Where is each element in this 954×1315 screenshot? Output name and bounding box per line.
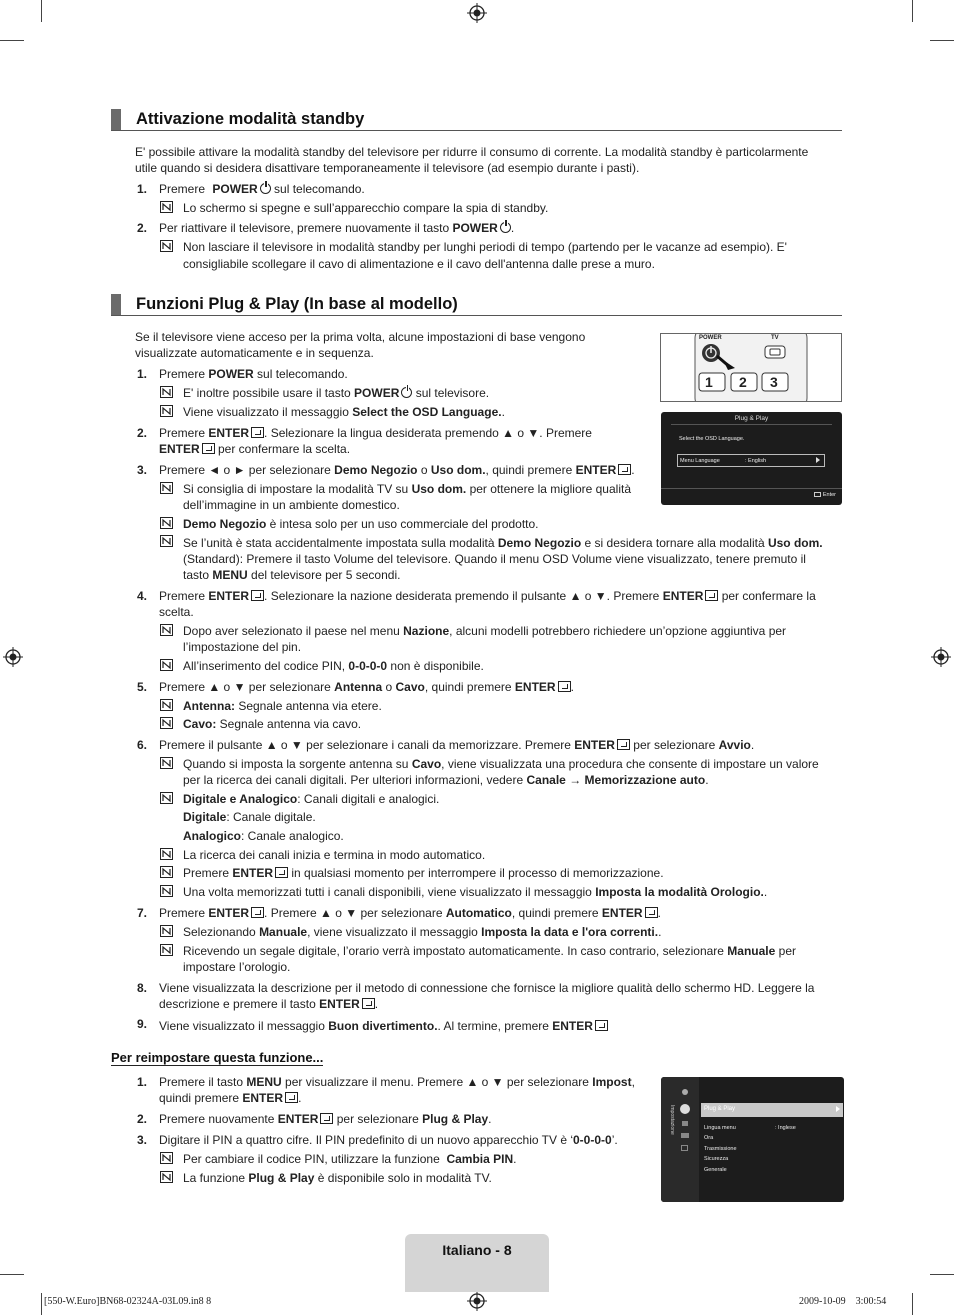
step-text: Premere POWER sul telecomando. <box>159 367 348 381</box>
remote-key-1: 1 <box>705 374 713 390</box>
power-icon <box>500 222 511 233</box>
osd-prompt: Select the OSD Language. <box>679 436 745 442</box>
note-icon <box>160 717 173 729</box>
enter-icon <box>285 1092 298 1103</box>
note-icon <box>160 201 173 213</box>
step-number: 2. <box>137 426 148 440</box>
step-text: Premere ENTER . Selezionare la nazione desiderata premendo il pulsante ▲ o ▼. Premere ENTER per confermare la <box>159 589 816 603</box>
osd-menu-item[interactable]: Ora <box>704 1135 714 1141</box>
note-text-cont: Digitale: Canale digitale. <box>183 810 316 824</box>
step-text-cont: ENTER per confermare la scelta. <box>159 442 351 456</box>
step-number: 9. <box>137 1017 148 1031</box>
power-keyword: POWER <box>212 182 258 196</box>
step-text: Premere ▲ o ▼ per selezionare Antenna o Cavo, quindi premere ENTER . <box>159 680 574 694</box>
note-icon <box>160 944 173 956</box>
step-text: Per riattivare il televisore, premere nuovamente il tasto POWER . <box>159 221 515 235</box>
osd-menu-item[interactable]: Trasmissione <box>704 1146 737 1152</box>
osd-row-value: : English <box>745 458 767 464</box>
step-text: Premere il pulsante ▲ o ▼ per selezionare i canali da memorizzare. Premere ENTER per selezionare Avvio. <box>159 738 755 752</box>
osd-divider <box>671 424 832 425</box>
note-text: Premere ENTER in qualsiasi momento per interrompere il processo di memorizzazione. <box>183 866 664 880</box>
enter-icon <box>705 590 718 601</box>
note-icon <box>160 659 173 671</box>
step-text-cont: quindi premere ENTER . <box>159 1091 302 1105</box>
support-icon <box>681 1145 688 1151</box>
note-icon <box>160 885 173 897</box>
step-text: Premere ENTER . Premere ▲ o ▼ per selezionare Automatico, quindi premere ENTER . <box>159 906 661 920</box>
page-number-tab <box>405 1234 549 1292</box>
osd-menu-value: : Inglese <box>775 1125 796 1131</box>
page-number: Italiano - 8 <box>442 1242 512 1258</box>
note-icon <box>160 405 173 417</box>
reset-subheading: Per reimpostare questa funzione... <box>111 1050 324 1065</box>
note-text-cont: impostare l’orologio. <box>183 960 291 974</box>
osd-plug-play-screen <box>661 412 842 505</box>
step-number: 1. <box>137 182 148 196</box>
note-text-cont: l’impostazione del pin. <box>183 640 302 654</box>
crop-mark <box>0 1274 24 1275</box>
registration-mark-icon <box>467 1291 487 1311</box>
note-icon <box>160 482 173 494</box>
osd-row-label: Menu Language <box>680 458 720 464</box>
step-number: 2. <box>137 1112 148 1126</box>
print-info-left: [550-W.Euro]BN68-02324A-03L09.in8 8 <box>44 1296 212 1307</box>
note-text: Lo schermo si spegne e sull’apparecchio compare la spia di standby. <box>183 201 549 215</box>
plug-intro-line1: Se il televisore viene acceso per la prima volta, alcune impostazioni di base vengono <box>135 330 586 344</box>
step-text: Viene visualizzato il messaggio Buon divertimento.. Al termine, premere ENTER <box>159 1018 608 1034</box>
osd-enter-hint <box>814 492 836 498</box>
step-text-cont: descrizione e premere il tasto ENTER . <box>159 997 379 1011</box>
note-icon <box>160 699 173 711</box>
note-text: All’inserimento del codice PIN, 0-0-0-0 non è disponibile. <box>183 659 484 673</box>
enter-icon <box>320 1113 333 1124</box>
note-text: Antenna: Segnale antenna via etere. <box>183 699 382 713</box>
osd-highlight-label: Plug & Play <box>704 1106 736 1112</box>
enter-icon <box>202 443 215 454</box>
enter-icon <box>362 998 375 1009</box>
enter-icon <box>251 590 264 601</box>
note-icon <box>160 386 173 398</box>
crop-mark <box>912 1293 913 1315</box>
note-text-cont: (Standard): Premere il tasto Volume del televisore. Quando il menu OSD Volume viene visualizzato, tenere premuto il <box>183 552 806 566</box>
registration-mark-icon <box>467 3 487 23</box>
arrow-right-icon <box>816 457 820 463</box>
note-icon <box>160 624 173 636</box>
standby-intro-line1: E' possibile attivare la modalità standby del televisore per ridurre il consumo di corrente. La modalità standby è particolarmente <box>135 145 809 159</box>
step-number: 1. <box>137 1075 148 1089</box>
note-text: Digitale e Analogico: Canali digitali e analogici. <box>183 792 440 806</box>
note-text: Selezionando Manuale, viene visualizzato il messaggio Imposta la data e l'ora correnti.. <box>183 925 662 939</box>
enter-icon <box>595 1020 608 1031</box>
note-icon <box>160 1152 173 1164</box>
remote-control-illustration <box>660 333 842 402</box>
note-text: Dopo aver selezionato il paese nel menu Nazione, alcuni modelli potrebbero richiedere un’opzione aggiuntiva per <box>183 624 787 638</box>
picture-icon <box>682 1089 688 1095</box>
note-text-cont: tasto MENU del televisore per 5 secondi. <box>183 568 401 582</box>
osd-menu-item[interactable]: Lingua menu <box>704 1125 736 1131</box>
crop-mark <box>912 0 913 22</box>
section-title-plug-play <box>111 294 842 316</box>
step-text-part: Premere <box>159 182 209 196</box>
note-text: Ricevendo un segale digitale, l’orario verrà impostato automaticamente. In caso contrario, selezionare Manuale per <box>183 944 796 958</box>
note-text: Quando si imposta la sorgente antenna su Cavo, viene visualizzata una procedura che consente di impostare un valore <box>183 757 819 771</box>
step-text: Premere il tasto MENU per visualizzare il menu. Premere ▲ o ▼ per selezionare Impost, <box>159 1075 635 1089</box>
sound-icon <box>682 1121 688 1126</box>
plug-intro-line2: visualizzate automaticamente e in sequenza. <box>135 346 374 360</box>
note-text-line1: Non lasciare il televisore in modalità standby per lunghi periodi di tempo (partendo per le vacanze ad esempio). E' <box>183 240 787 254</box>
input-icon <box>681 1133 689 1138</box>
step-text: Premere nuovamente ENTER per selezionare Plug & Play. <box>159 1112 492 1126</box>
enter-icon <box>251 427 264 438</box>
note-icon <box>160 535 173 547</box>
title-bar <box>111 109 121 130</box>
enter-icon <box>814 492 821 497</box>
osd-bottom-bar <box>661 488 842 489</box>
enter-icon <box>275 867 288 878</box>
step-number: 5. <box>137 680 148 694</box>
enter-icon <box>558 681 571 692</box>
note-text: Cavo: Segnale antenna via cavo. <box>183 717 362 731</box>
power-icon <box>260 183 271 194</box>
osd-menu-item[interactable]: Sicurezza <box>704 1156 729 1162</box>
step-text: Premere ENTER . Selezionare la lingua desiderata premendo ▲ o ▼. Premere <box>159 426 592 440</box>
step-number: 4. <box>137 589 148 603</box>
note-text: Viene visualizzato il messaggio Select the OSD Language.. <box>183 405 505 419</box>
osd-menu-language-row[interactable] <box>677 454 825 467</box>
note-text: Per cambiare il codice PIN, utilizzare la funzione Cambia PIN. <box>183 1152 517 1166</box>
note-icon <box>160 848 173 860</box>
power-icon <box>401 387 412 398</box>
step-number: 1. <box>137 367 148 381</box>
arrow-right-icon <box>836 1106 840 1112</box>
power-keyword: POWER <box>452 221 498 235</box>
note-icon <box>160 925 173 937</box>
step-text: Viene visualizzata la descrizione per il metodo di connessione che fornisce la migliore qualità dello schermo HD. Leggere la <box>159 981 815 995</box>
note-icon <box>160 866 173 878</box>
step-number: 3. <box>137 463 148 477</box>
settings-icon <box>680 1104 690 1114</box>
osd-enter-label: Enter <box>822 492 836 498</box>
step-number: 3. <box>137 1133 148 1147</box>
note-text-line2: consigliabile scollegare il cavo di alimentazione e il cavo dell'antenna dalle prese a muro. <box>183 257 655 271</box>
step-text-part: sul telecomando. <box>270 182 365 196</box>
section-title-standby <box>111 109 842 131</box>
note-icon <box>160 757 173 769</box>
registration-mark-icon <box>3 647 23 667</box>
note-text-cont: per la ricerca dei canali digitali. Per ulteriori informazioni, vedere Canale → Memorizzazione auto. <box>183 773 709 787</box>
step-text: Premere ◄ o ► per selezionare Demo Negozio o Uso dom., quindi premere ENTER . <box>159 463 635 477</box>
step-number: 8. <box>137 981 148 995</box>
print-info-right: 2009-10-09 3:00:54 <box>799 1296 887 1307</box>
remote-key-3: 3 <box>770 374 778 390</box>
registration-mark-icon <box>931 647 951 667</box>
step-text <box>159 181 365 197</box>
step-text: Digitare il PIN a quattro cifre. Il PIN predefinito di un nuovo apparecchio TV è ‘0-0-0-0’. <box>159 1133 618 1147</box>
note-text: La funzione Plug & Play è disponibile solo in modalità TV. <box>183 1171 492 1185</box>
note-text: E' inoltre possibile usare il tasto POWER sul televisore. <box>183 386 490 400</box>
osd-highlight-row[interactable] <box>701 1103 843 1117</box>
note-text-cont: Analogico: Canale analogico. <box>183 829 344 843</box>
osd-menu-item[interactable]: Generale <box>704 1167 727 1173</box>
step-text-cont: scelta. <box>159 605 194 619</box>
remote-tv-label: TV <box>771 335 779 341</box>
note-icon <box>160 240 173 252</box>
standby-intro-line2: utile quando si desidera disattivare temporaneamente il televisore (ad esempio durante i pasti). <box>135 161 640 175</box>
crop-mark <box>41 0 42 22</box>
note-text: Demo Negozio è intesa solo per un uso commerciale del prodotto. <box>183 517 539 531</box>
enter-icon <box>251 907 264 918</box>
section-title-text: Funzioni Plug & Play (In base al modello) <box>136 295 458 313</box>
note-text: Se l’unità è stata accidentalmente impostata sulla modalità Demo Negozio e si desidera tornare alla modalità Uso dom. <box>183 536 823 550</box>
enter-icon <box>618 464 631 475</box>
step-number: 7. <box>137 906 148 920</box>
note-text: Una volta memorizzati tutti i canali disponibili, viene visualizzato il messaggio Imposta la modalità Orologio.. <box>183 885 768 899</box>
title-bar <box>111 294 121 315</box>
osd-title: Plug & Play <box>734 415 769 422</box>
remote-power-label: POWER <box>699 335 722 341</box>
step-text-part: Per riattivare il televisore, premere nuovamente il tasto <box>159 221 453 235</box>
osd-settings-menu <box>661 1077 844 1202</box>
step-number: 6. <box>137 738 148 752</box>
step-number: 2. <box>137 221 148 235</box>
note-icon <box>160 517 173 529</box>
note-text: La ricerca dei canali inizia e termina in modo automatico. <box>183 848 486 862</box>
note-icon <box>160 1171 173 1183</box>
osd-side-label: Impostazione <box>669 1105 675 1135</box>
enter-icon <box>645 907 658 918</box>
osd-icon-column <box>680 1087 690 1151</box>
section-title-text: Attivazione modalità standby <box>136 110 365 128</box>
note-icon <box>160 792 173 804</box>
note-text-cont: dell’immagine in un ambiente domestico. <box>183 498 400 512</box>
remote-icon <box>661 334 842 402</box>
crop-mark <box>930 1274 954 1275</box>
note-text: Si consiglia di impostare la modalità TV su Uso dom. per ottenere la migliore qualità <box>183 482 631 496</box>
crop-mark <box>930 40 954 41</box>
enter-icon <box>617 739 630 750</box>
remote-key-2: 2 <box>739 374 747 390</box>
crop-mark <box>0 40 24 41</box>
crop-mark <box>41 1293 42 1315</box>
